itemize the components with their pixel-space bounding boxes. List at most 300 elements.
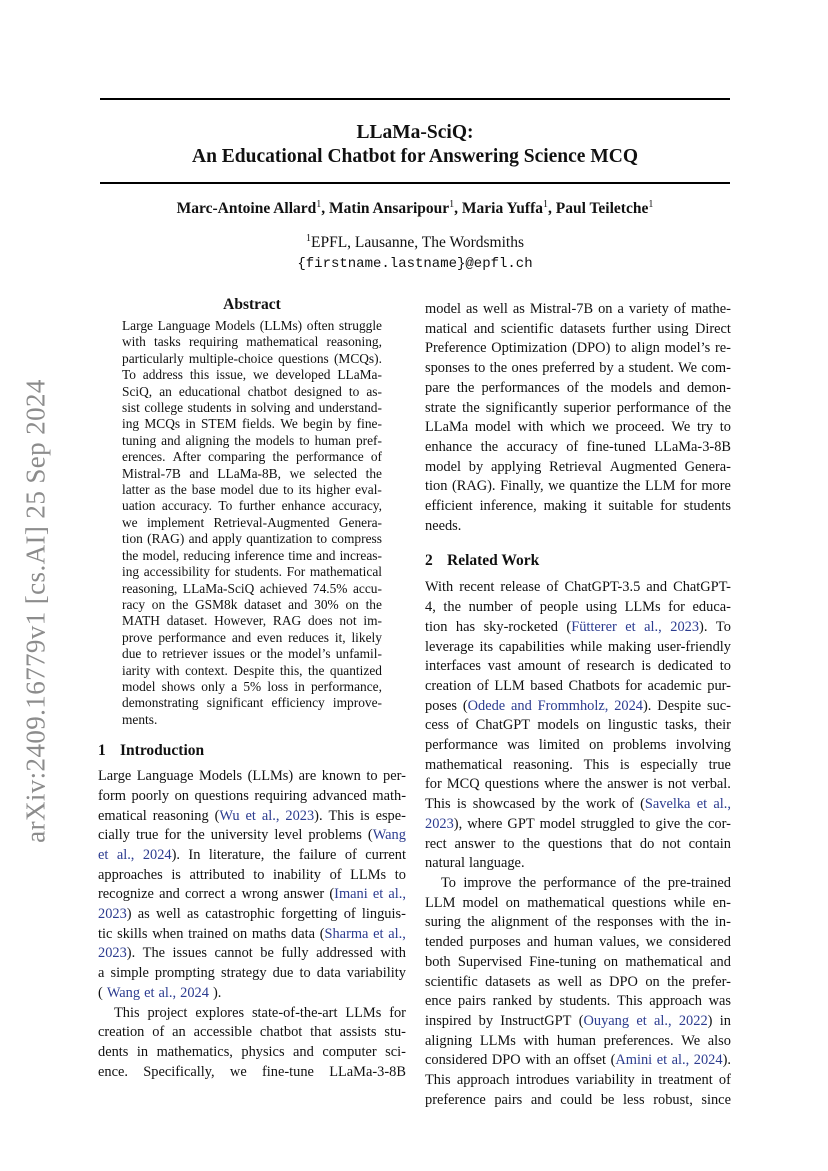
word-group: [389, 1004, 406, 1024]
word-group: [187, 905, 199, 925]
word-group: [610, 458, 677, 478]
word-group: [554, 933, 593, 953]
text-line: [98, 885, 406, 905]
word-group: [362, 905, 406, 925]
text-word: as: [512, 301, 525, 317]
text-line: [425, 795, 731, 815]
text-line: [425, 894, 731, 914]
word-group: [625, 677, 642, 697]
citation-link[interactable]: al.,: [713, 796, 731, 813]
text-word: for: [679, 478, 697, 495]
word-group: [697, 795, 707, 815]
text-word: poses: [425, 697, 457, 714]
text-word: to: [299, 965, 311, 982]
word-group: [273, 846, 291, 866]
word-group: [479, 1012, 493, 1032]
word-group: [695, 399, 707, 419]
citation-link[interactable]: and: [511, 697, 532, 714]
word-group: [484, 618, 558, 638]
word-group: [425, 399, 456, 419]
citation-link[interactable]: Savelka: [644, 796, 691, 813]
text-line: [425, 598, 731, 618]
word-group: [452, 477, 496, 497]
text-word: reasoning: [152, 807, 209, 824]
text-word: Augmented: [609, 458, 677, 475]
text-word: model: [462, 894, 499, 911]
word-group: [538, 992, 552, 1012]
text-word: poorly: [131, 787, 170, 804]
text-word: also: [707, 1032, 731, 1049]
word-group: [713, 795, 731, 815]
text-line: [425, 736, 731, 756]
text-line: [98, 787, 406, 807]
word-group: [425, 992, 451, 1012]
text-line: [425, 477, 731, 497]
word-group: [281, 905, 338, 925]
citation-link[interactable]: et: [373, 925, 384, 942]
text-word: MCQ: [446, 776, 480, 793]
text-word: ranked: [492, 993, 532, 1010]
word-group: [474, 320, 495, 340]
citation-link[interactable]: al.,: [116, 846, 135, 863]
word-group: [98, 826, 130, 846]
word-group: [707, 697, 731, 717]
text-word: of: [152, 1024, 165, 1041]
word-group: [520, 598, 532, 618]
word-group: [569, 677, 620, 697]
text-word: addressed: [316, 945, 373, 962]
text-line: [425, 697, 731, 717]
word-group: [491, 339, 567, 359]
citation-link[interactable]: et: [656, 1052, 668, 1069]
word-group: [260, 1023, 302, 1043]
text-line: [425, 1071, 731, 1091]
text-word: trained: [188, 925, 229, 942]
word-group: [185, 885, 225, 905]
text-word: ).: [171, 846, 180, 863]
word-group: [425, 1012, 471, 1032]
text-word: performances: [481, 379, 560, 396]
citation-link[interactable]: et: [636, 1012, 647, 1029]
text-line: [98, 1043, 406, 1063]
word-group: [469, 854, 525, 874]
text-word: LLMs: [479, 1032, 516, 1049]
text-word: in: [640, 1072, 653, 1089]
word-group: [291, 925, 315, 945]
word-group: [623, 1091, 645, 1111]
citation-link[interactable]: al.,: [261, 807, 280, 824]
word-group: [594, 497, 602, 517]
text-line: [425, 339, 731, 359]
text-word: it: [593, 498, 602, 515]
word-group: [636, 1012, 646, 1032]
text-word: be: [600, 1091, 615, 1108]
text-line: [98, 767, 406, 787]
text-word: educa-: [692, 599, 731, 616]
text-word: cess: [425, 717, 449, 734]
word-group: [584, 756, 610, 776]
word-group: [659, 379, 680, 399]
citation-link[interactable]: Sharma: [324, 925, 369, 942]
text-line: [98, 944, 406, 964]
text-word: vast: [487, 658, 511, 675]
word-group: [384, 1023, 406, 1043]
text-word: ),: [453, 815, 463, 832]
author-name: Maria Yuffa: [461, 200, 544, 217]
word-group: [599, 933, 639, 953]
word-group: [623, 477, 641, 497]
abstract-line: with tasks requiring mathematical reasoning,: [122, 334, 382, 350]
word-group: [117, 846, 135, 866]
word-group: [376, 807, 406, 827]
word-group: [344, 905, 356, 925]
text-line: [425, 517, 731, 537]
word-group: [481, 438, 499, 458]
citation-link[interactable]: 2023: [670, 618, 700, 635]
word-group: [214, 944, 252, 964]
text-word: we: [229, 1063, 247, 1080]
text-word: contain: [688, 835, 731, 852]
text-word: the: [713, 399, 731, 416]
text-word: fully: [281, 945, 309, 962]
text-word: per-: [383, 768, 406, 785]
text-word: work: [585, 796, 616, 813]
text-word: level: [274, 827, 303, 844]
word-group: [566, 438, 578, 458]
word-group: [488, 657, 511, 677]
word-group: [557, 1032, 596, 1052]
word-group: [646, 933, 663, 953]
word-group: [716, 618, 731, 638]
word-group: [518, 657, 561, 677]
text-word: as: [589, 973, 602, 990]
text-word: where: [467, 815, 503, 832]
text-word: LLaMa-3-8B: [654, 438, 731, 455]
word-group: [211, 826, 269, 846]
abstract-line: erences. After comparing the performance of: [122, 449, 382, 465]
word-group: [527, 894, 605, 914]
text-word: creation: [425, 677, 472, 694]
text-word: while: [570, 638, 603, 655]
text-word: in: [136, 1044, 149, 1060]
text-word: efficient: [425, 498, 473, 515]
text-word: based: [530, 677, 563, 694]
text-word: human: [556, 1032, 596, 1049]
text-word: people: [539, 599, 579, 616]
text-word: of: [554, 914, 567, 931]
word-group: [518, 418, 544, 438]
word-group: [425, 894, 455, 914]
word-group: [625, 618, 635, 638]
abstract-line: MATH dataset. However, RAG does not im-: [122, 613, 382, 629]
text-word: LLMs: [624, 599, 661, 616]
text-word: of: [623, 874, 636, 891]
text-word: try: [697, 419, 714, 436]
word-group: [644, 618, 662, 638]
text-word: and: [646, 579, 668, 596]
text-line: [425, 973, 731, 993]
citation-link[interactable]: al.,: [158, 984, 177, 1001]
word-group: [114, 1004, 140, 1024]
citation-link[interactable]: et: [98, 846, 109, 863]
citation-link[interactable]: 2024: [693, 1052, 723, 1069]
word-group: [385, 1043, 406, 1063]
abstract-line: To address this issue, we developed LLaMa-: [122, 367, 382, 383]
text-word: matical: [425, 320, 468, 337]
text-word: language.: [469, 855, 525, 872]
word-group: [425, 598, 436, 618]
author-affiliation-mark: 1: [316, 199, 322, 210]
citation-link[interactable]: 2023: [98, 906, 127, 923]
text-word: be: [260, 945, 274, 962]
text-line: [425, 399, 731, 419]
word-group: [616, 418, 665, 438]
text-word: to: [253, 866, 265, 883]
word-group: [669, 933, 731, 953]
text-word: offset: [573, 1052, 607, 1069]
citation-link[interactable]: et: [372, 886, 384, 903]
citation-link[interactable]: Wang: [106, 984, 141, 1001]
arxiv-identifier-text: arXiv:2409.16779v1 [cs.AI] 25 Sep 2024: [20, 379, 51, 843]
word-group: [350, 866, 386, 886]
text-word: pre-trained: [667, 874, 731, 891]
text-word: and: [659, 379, 680, 396]
text-word: due: [272, 965, 294, 982]
word-group: [641, 657, 651, 677]
text-word: ): [126, 906, 132, 923]
word-group: [143, 944, 165, 964]
word-group: [585, 775, 603, 795]
word-group: [691, 300, 731, 320]
text-word: known: [321, 768, 361, 785]
text-line: [425, 438, 731, 458]
text-line: [98, 826, 406, 846]
citation-link[interactable]: Wang: [372, 827, 406, 844]
word-group: [463, 697, 505, 717]
abstract-line: reasoning, LLaMa-SciQ achieved 74.5% accu-: [122, 580, 382, 596]
affiliation-mark: 1: [305, 233, 311, 244]
word-group: [425, 1032, 472, 1052]
word-group: [173, 944, 207, 964]
text-word: aligning: [425, 1032, 473, 1049]
word-group: [649, 992, 702, 1012]
text-word: of: [566, 379, 579, 396]
text-word: not: [667, 776, 687, 793]
abstract-line: SciQ, an educational chatbot designed to as-: [122, 383, 382, 399]
text-word: attributed: [189, 866, 245, 883]
text-word: of: [567, 658, 580, 675]
word-group: [506, 894, 520, 914]
word-group: [457, 1071, 510, 1091]
citation-link[interactable]: Frommholz,: [537, 697, 609, 714]
word-group: [425, 320, 467, 340]
citation-link[interactable]: et: [245, 807, 256, 824]
abstract-line: Mistral-7B and LLaMa-8B, we selected the: [122, 465, 382, 481]
text-word: Preference: [425, 340, 487, 357]
abstract-line: particularly multiple-choice questions (MCQs).: [122, 350, 382, 366]
citation-link[interactable]: Ouyang: [583, 1012, 630, 1029]
citation-link[interactable]: al.,: [654, 1012, 672, 1029]
word-group: [172, 1023, 186, 1043]
word-group: [313, 787, 367, 807]
word-group: [537, 716, 579, 736]
citation-link[interactable]: 2024: [180, 984, 209, 1001]
word-group: [425, 716, 449, 736]
word-group: [486, 399, 558, 419]
text-word: capabilities: [498, 638, 565, 655]
text-word: with: [517, 419, 544, 436]
text-line: [98, 807, 406, 827]
word-group: [601, 1091, 615, 1111]
word-group: [475, 418, 511, 438]
word-group: [481, 379, 559, 399]
word-group: [539, 736, 580, 756]
word-group: [180, 984, 221, 1004]
text-word: reasoning.: [513, 756, 573, 773]
word-group: [599, 359, 613, 379]
text-word: and: [710, 953, 731, 970]
text-word: Large: [98, 768, 132, 785]
text-word: considered: [425, 1052, 488, 1069]
word-group: [639, 815, 650, 835]
word-group: [549, 458, 602, 478]
word-group: [98, 807, 147, 827]
citation-link[interactable]: Fütterer: [571, 618, 617, 635]
word-group: [612, 320, 651, 340]
citation-link[interactable]: Wu: [219, 807, 240, 824]
text-word: approaches: [98, 866, 163, 883]
text-word: catastrophic: [205, 906, 275, 923]
word-group: [490, 359, 508, 379]
title-rule-bottom: [100, 182, 730, 184]
text-word: well: [483, 301, 508, 317]
text-line: [98, 925, 406, 945]
word-group: [503, 835, 514, 855]
word-group: [548, 477, 565, 497]
text-word: advanced: [312, 787, 367, 804]
citation-link[interactable]: 2023: [425, 815, 454, 832]
word-group: [548, 835, 602, 855]
word-group: [555, 1051, 569, 1071]
word-group: [709, 756, 731, 776]
section-title: Related Work: [447, 552, 540, 570]
text-word: with: [525, 1052, 551, 1069]
text-line: [425, 379, 731, 399]
citation-link[interactable]: al.,: [644, 618, 662, 635]
word-group: [425, 339, 487, 359]
word-group: [425, 458, 461, 478]
word-group: [519, 874, 537, 894]
word-group: [494, 1091, 522, 1111]
citation-link[interactable]: et: [625, 618, 636, 635]
text-word: the: [489, 360, 508, 377]
word-group: [425, 795, 451, 815]
citation-link[interactable]: al.,: [388, 925, 406, 942]
text-word: re-: [714, 340, 731, 357]
text-word: the: [443, 599, 461, 616]
word-group: [380, 944, 406, 964]
text-word: user-friendly: [656, 638, 731, 655]
word-group: [671, 418, 690, 438]
text-word: the: [691, 914, 709, 931]
word-group: [586, 598, 617, 618]
text-word: with: [380, 945, 406, 962]
word-group: [273, 964, 294, 984]
text-word: ence.: [98, 1063, 128, 1080]
text-word: LLM: [494, 677, 525, 694]
text-word: sponses: [425, 360, 470, 377]
word-group: [689, 835, 731, 855]
word-group: [171, 866, 181, 886]
word-group: [617, 992, 643, 1012]
text-word: and: [159, 886, 180, 903]
text-word: datasets: [559, 320, 606, 337]
word-group: [329, 885, 367, 905]
text-word: of: [566, 438, 579, 455]
text-word: ).: [314, 807, 323, 824]
word-group: [262, 1063, 314, 1083]
text-word: fine-tuned: [586, 438, 646, 455]
citation-link[interactable]: 2024: [614, 697, 643, 714]
citation-link[interactable]: et: [696, 796, 708, 813]
citation-link[interactable]: Imani: [334, 886, 368, 903]
text-word: In: [188, 846, 201, 863]
word-group: [546, 578, 558, 598]
word-group: [425, 418, 468, 438]
text-word: the: [573, 914, 591, 931]
word-group: [507, 815, 534, 835]
text-word: and: [530, 1091, 552, 1108]
citation-link[interactable]: Odede: [467, 697, 506, 714]
text-word: when: [152, 925, 184, 942]
citation-link[interactable]: 2024: [142, 846, 172, 863]
text-word: the: [462, 399, 480, 416]
word-group: [715, 339, 731, 359]
word-group: [98, 787, 126, 807]
word-group: [679, 1012, 713, 1032]
text-word: of: [695, 399, 708, 416]
word-group: [209, 846, 265, 866]
text-word: To: [441, 874, 456, 891]
text-word: was: [507, 737, 530, 754]
citation-link[interactable]: et: [144, 984, 155, 1001]
text-word: ).: [722, 1052, 731, 1069]
word-group: [98, 885, 154, 905]
citation-link[interactable]: al.,: [671, 1052, 690, 1069]
word-group: [529, 953, 596, 973]
word-group: [425, 657, 481, 677]
word-group: [570, 638, 602, 658]
word-group: [538, 697, 609, 717]
word-group: [673, 578, 731, 598]
text-word: explores: [195, 1004, 245, 1021]
text-word: (: [610, 1052, 616, 1069]
citation-link[interactable]: 2023: [98, 945, 127, 962]
word-group: [480, 638, 494, 658]
text-word: for: [625, 677, 642, 694]
word-group: [609, 973, 638, 993]
citation-link[interactable]: 2022: [678, 1012, 708, 1029]
word-group: [425, 578, 453, 598]
text-word: in-: [714, 914, 731, 931]
citation-link[interactable]: al.,: [388, 886, 406, 903]
text-word: which: [550, 419, 586, 436]
word-group: [500, 1012, 571, 1032]
word-group: [366, 767, 377, 787]
citation-link[interactable]: Amini: [615, 1052, 653, 1069]
text-word: We: [681, 1032, 701, 1049]
citation-link[interactable]: 2023: [285, 807, 315, 824]
